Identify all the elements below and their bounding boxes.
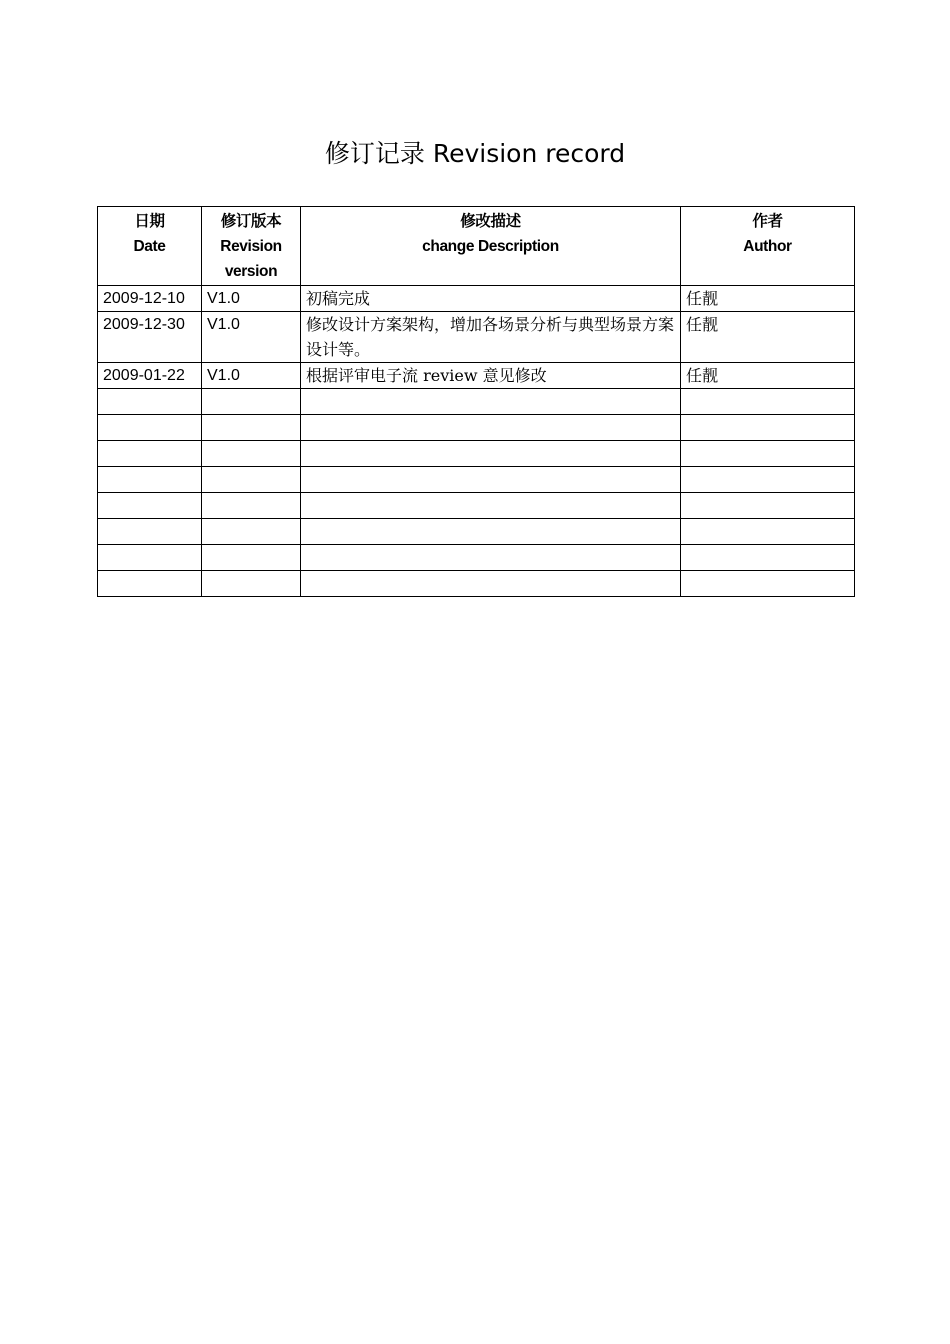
empty-cell: [202, 415, 301, 441]
empty-cell: [98, 545, 202, 571]
header-author-en: Author: [743, 238, 792, 255]
empty-cell: [98, 519, 202, 545]
header-description-zh: 修改描述: [460, 213, 521, 230]
empty-cell: [301, 571, 681, 597]
empty-cell: [98, 389, 202, 415]
empty-cell: [301, 415, 681, 441]
empty-cell: [202, 493, 301, 519]
empty-cell: [202, 467, 301, 493]
page-title: 修订记录 Revision record: [324, 139, 626, 168]
header-version-en2: version: [224, 263, 278, 280]
header-version-en: Revision: [220, 238, 282, 255]
empty-cell: [681, 545, 855, 571]
cell-version: V1.0: [202, 312, 301, 363]
empty-cell: [301, 519, 681, 545]
table-row-empty: [98, 389, 855, 415]
cell-description: 修改设计方案架构，增加各场景分析与典型场景方案设计等。: [301, 312, 681, 363]
empty-cell: [98, 467, 202, 493]
cell-version: V1.0: [202, 363, 301, 389]
header-version-zh: 修订版本: [220, 213, 282, 230]
empty-cell: [301, 493, 681, 519]
empty-cell: [202, 519, 301, 545]
header-description: [301, 207, 681, 286]
revision-table: [97, 206, 855, 597]
cell-author: 任靓: [681, 286, 855, 312]
empty-cell: [681, 415, 855, 441]
empty-cell: [202, 389, 301, 415]
cell-author: 任靓: [681, 312, 855, 363]
header-version: [202, 207, 301, 286]
cell-author: 任靓: [681, 363, 855, 389]
table-row-empty: [98, 545, 855, 571]
table-header-row: [98, 207, 855, 286]
table-row-empty: [98, 493, 855, 519]
empty-cell: [681, 493, 855, 519]
empty-cell: [98, 441, 202, 467]
header-date: [98, 207, 202, 286]
empty-cell: [681, 467, 855, 493]
empty-cell: [202, 571, 301, 597]
empty-cell: [98, 571, 202, 597]
empty-cell: [301, 545, 681, 571]
empty-cell: [681, 389, 855, 415]
cell-date: 2009-12-30: [98, 312, 202, 363]
table-row-empty: [98, 519, 855, 545]
table-row-empty: [98, 571, 855, 597]
empty-cell: [681, 519, 855, 545]
empty-cell: [98, 415, 202, 441]
header-description-en: change Description: [422, 238, 559, 255]
table-row: [98, 312, 855, 363]
empty-cell: [202, 545, 301, 571]
table-row: [98, 363, 855, 389]
cell-date: 2009-12-10: [98, 286, 202, 312]
empty-cell: [301, 467, 681, 493]
empty-cell: [681, 571, 855, 597]
table-row: [98, 286, 855, 312]
header-author-zh: 作者: [752, 213, 783, 230]
empty-cell: [202, 441, 301, 467]
header-date-zh: 日期: [134, 213, 165, 230]
cell-description: 初稿完成: [301, 286, 681, 312]
empty-cell: [681, 441, 855, 467]
header-date-en: Date: [133, 238, 166, 255]
table-row-empty: [98, 467, 855, 493]
empty-cell: [301, 441, 681, 467]
table-row-empty: [98, 441, 855, 467]
empty-cell: [98, 493, 202, 519]
cell-description: 根据评审电子流 review 意见修改: [301, 363, 681, 389]
cell-version: V1.0: [202, 286, 301, 312]
cell-date: 2009-01-22: [98, 363, 202, 389]
header-author: [681, 207, 855, 286]
table-row-empty: [98, 415, 855, 441]
empty-cell: [301, 389, 681, 415]
